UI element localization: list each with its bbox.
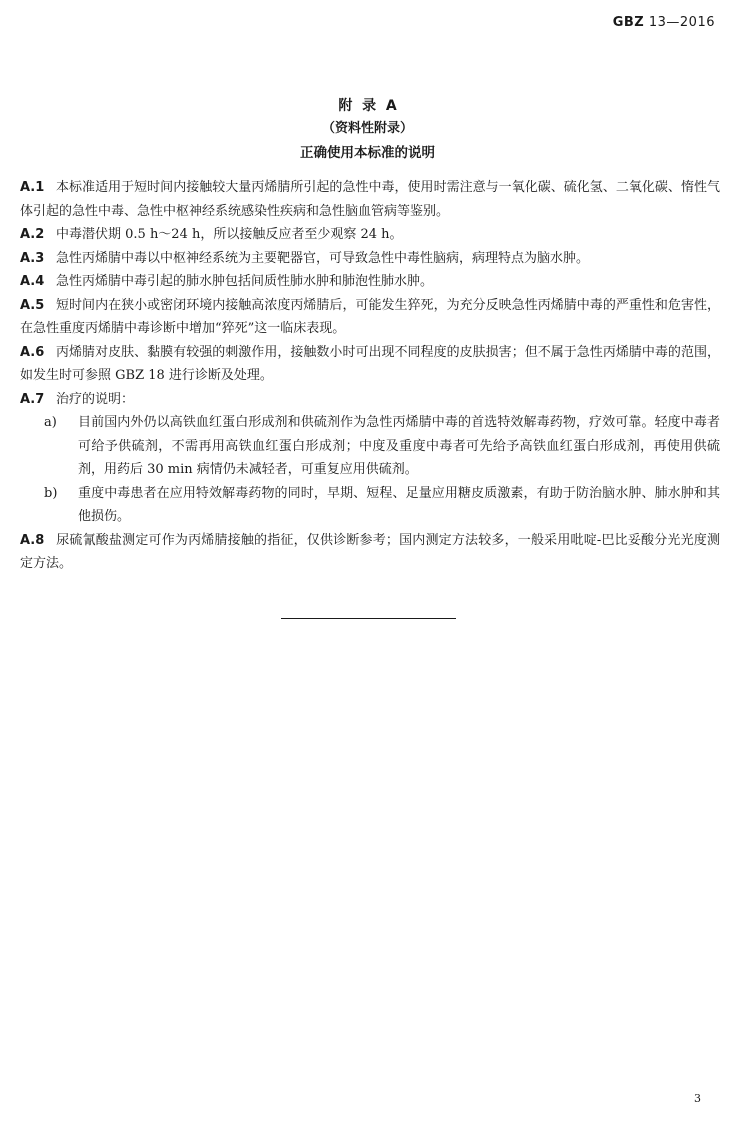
list-item-label: b) bbox=[44, 485, 58, 501]
section-label: A.4 bbox=[20, 274, 45, 289]
section-a2 bbox=[20, 223, 720, 247]
appendix-body bbox=[20, 176, 720, 576]
list-item-text: 目前国内外仍以高铁血红蛋白形成剂和供硫剂作为急性丙烯腈中毒的首选特效解毒药物，疗效可靠。轻度中毒者可给予供硫剂，不需再用高铁血红蛋白形成剂；中度及重度中毒者可先给予高铁血红蛋白形成剂，再使用供硫剂，用药后 30 min 病情仍未减轻者，可重复应用供硫剂。 bbox=[78, 415, 720, 477]
appendix-title: 附 录 A bbox=[338, 98, 397, 114]
appendix-type: （资料性附录） bbox=[321, 121, 413, 136]
list-item-label: a) bbox=[44, 415, 57, 430]
page-number: 3 bbox=[694, 1092, 701, 1105]
section-a5 bbox=[20, 294, 720, 341]
section-text: 急性丙烯腈中毒以中枢神经系统为主要靶器官，可导致急性中毒性脑病，病理特点为脑水肿。 bbox=[56, 250, 590, 266]
a7-item-b bbox=[20, 482, 720, 529]
section-text: 丙烯腈对皮肤、黏膜有较强的刺激作用，接触数小时可出现不同程度的皮肤损害；但不属于急性丙烯腈中毒的范围，如发生时可参照 GBZ 18 进行诊断及处理。 bbox=[20, 344, 720, 383]
end-rule-divider bbox=[281, 618, 456, 619]
standard-number-header bbox=[613, 15, 715, 30]
section-label: A.3 bbox=[20, 250, 45, 266]
standard-prefix: GBZ bbox=[612, 15, 645, 30]
section-label: A.6 bbox=[20, 344, 45, 360]
standard-number: 13—2016 bbox=[648, 15, 715, 30]
section-label: A.5 bbox=[20, 297, 45, 313]
section-text: 治疗的说明： bbox=[56, 391, 135, 407]
section-text: 中毒潜伏期 0.5 h～24 h，所以接触反应者至少观察 24 h。 bbox=[56, 227, 403, 242]
section-a3 bbox=[20, 247, 720, 271]
section-label: A.7 bbox=[20, 391, 45, 407]
section-label: A.2 bbox=[20, 227, 45, 242]
appendix-titles bbox=[0, 95, 735, 165]
section-a6 bbox=[20, 341, 720, 388]
appendix-heading: 正确使用本标准的说明 bbox=[300, 145, 435, 161]
section-a4 bbox=[20, 270, 720, 294]
section-a1 bbox=[20, 176, 720, 223]
section-text: 急性丙烯腈中毒引起的肺水肿包括间质性肺水肿和肺泡性肺水肿。 bbox=[56, 274, 434, 289]
section-a7 bbox=[20, 388, 720, 412]
section-label: A.1 bbox=[20, 180, 45, 195]
list-item-text: 重度中毒患者在应用特效解毒药物的同时，早期、短程、足量应用糖皮质激素，有助于防治脑水肿、肺水肿和其他损伤。 bbox=[78, 485, 720, 524]
section-text: 尿硫氰酸盐测定可作为丙烯腈接触的指征，仅供诊断参考；国内测定方法较多，一般采用吡啶-巴比妥酸分光光度测定方法。 bbox=[20, 532, 720, 571]
section-text: 本标准适用于短时间内接触较大量丙烯腈所引起的急性中毒，使用时需注意与一氧化碳、硫化氢、二氧化碳、惰性气体引起的急性中毒、急性中枢神经系统感染性疾病和急性脑血管病等鉴别。 bbox=[20, 180, 720, 219]
section-a8 bbox=[20, 529, 720, 576]
a7-item-a bbox=[20, 411, 720, 482]
section-label: A.8 bbox=[20, 532, 45, 548]
section-text: 短时间内在狭小或密闭环境内接触高浓度丙烯腈后，可能发生猝死，为充分反映急性丙烯腈中毒的严重性和危害性，在急性重度丙烯腈中毒诊断中增加“猝死”这一临床表现。 bbox=[20, 297, 720, 336]
